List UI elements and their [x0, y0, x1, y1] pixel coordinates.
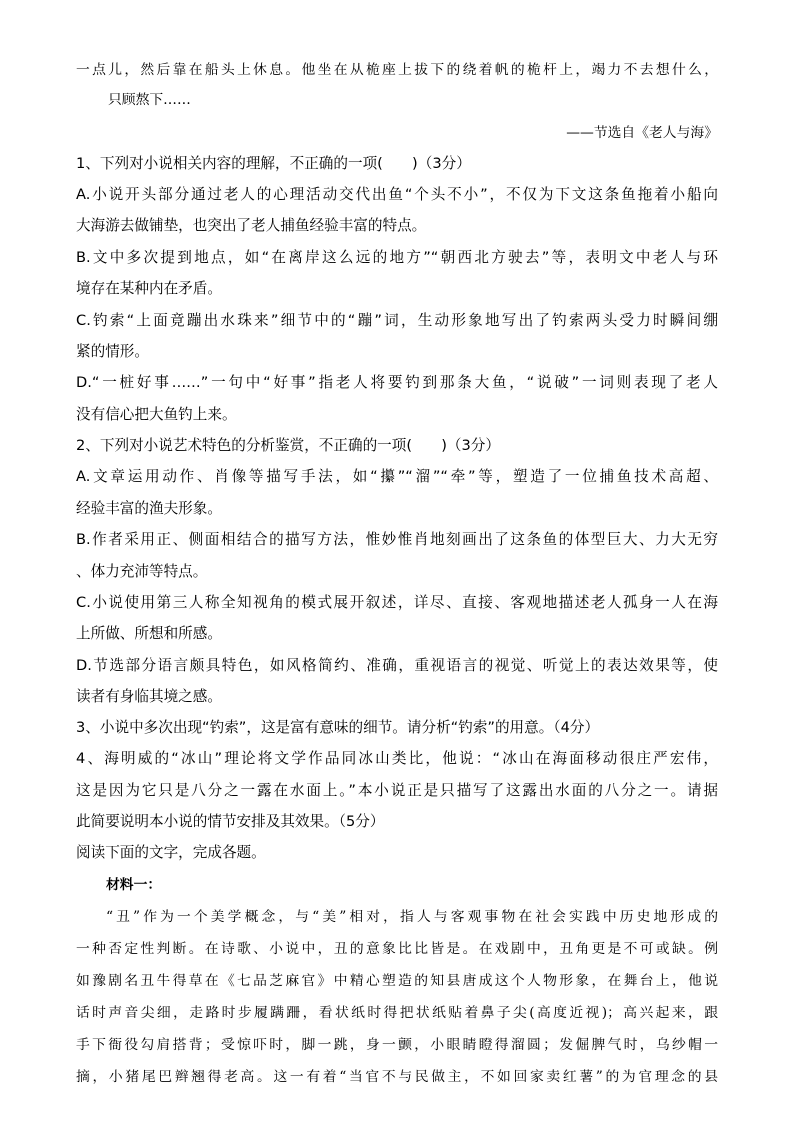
question-3: 3、小说中多次出现“钓索”，这是富有意味的细节。请分析“钓索”的用意。（4分） [76, 719, 600, 736]
material-line: 如豫剧名丑牛得草在《七品芝麻官》中精心塑造的知县唐成这个人物形象，在舞台上，他说 [76, 973, 718, 989]
excerpt-line: 一点儿，然后靠在船头上休息。他坐在从桅座上拔下的绕着帆的桅杆上，竭力不去想什么， [76, 62, 718, 78]
material-line: 话时声音尖细，走路时步履蹒跚，看状纸时得把状纸贴着鼻子尖(高度近视)；高兴起来，跟 [76, 1005, 718, 1021]
question-2-option-c-cont: 上所做、所想和所感。 [76, 625, 222, 642]
material-line: 手下衙役勾肩搭背；受惊吓时，脚一跳，身一颤，小眼睛瞪得溜圆；发倔脾气时，乌纱帽一 [76, 1037, 718, 1053]
excerpt-source: ——节选自《老人与海》 [566, 125, 718, 141]
question-2-option-a-cont: 经验丰富的渔夫形象。 [76, 500, 222, 517]
question-4-line: 这是因为它只是八分之一露在水面上。”本小说正是只描写了这露出水面的八分之一。请据 [76, 782, 718, 799]
material-line: 摘，小猪尾巴辫翘得老高。这一有着“当官不与民做主，不如回家卖红薯”的为官理念的县 [76, 1069, 718, 1085]
question-1-option-b: B.文中多次提到地点，如“在离岸这么远的地方”“朝西北方驶去”等，表明文中老人与环 [76, 249, 718, 266]
reading-instruction: 阅读下面的文字，完成各题。 [76, 844, 266, 861]
excerpt-line: 只顾熬下…… [108, 92, 191, 108]
question-2-option-b: B.作者采用正、侧面相结合的描写方法，惟妙惟肖地刻画出了这条鱼的体型巨大、力大无穷 [76, 531, 718, 548]
question-4-line: 此简要说明本小说的情节安排及其效果。（5分） [76, 813, 385, 830]
question-2-option-d: D.节选部分语言颇具特色，如风格简约、准确，重视语言的视觉、听觉上的表达效果等，使 [76, 657, 718, 674]
question-1-option-d: D.“一桩好事……”一句中“好事”指老人将要钓到那条大鱼，“说破”一词则表现了老人 [76, 374, 718, 391]
question-2-option-c: C.小说使用第三人称全知视角的模式展开叙述，详尽、直接、客观地描述老人孤身一人在海 [76, 594, 718, 611]
question-1-option-a: A.小说开头部分通过老人的心理活动交代出鱼“个头不小”，不仅为下文这条鱼拖着小船向 [76, 186, 718, 203]
question-1-stem: 1、下列对小说相关内容的理解，不正确的一项( )（3分） [76, 155, 471, 172]
question-2-option-b-cont: 、体力充沛等特点。 [76, 563, 208, 580]
question-1-option-c: C.钓索“上面竟蹦出水珠来”细节中的“蹦”词，生动形象地写出了钓索两头受力时瞬间绷 [76, 312, 718, 329]
question-1-option-a-cont: 大海游去做铺垫，也突出了老人捕鱼经验丰富的特点。 [76, 217, 427, 234]
question-4-line: 4、海明威的“冰山”理论将文学作品同冰山类比，他说：“冰山在海面移动很庄严宏伟， [76, 750, 718, 767]
material-heading: 材料一： [106, 877, 162, 893]
question-2-option-a: A.文章运用动作、肖像等描写手法，如“攥”“溜”“牵”等，塑造了一位捕鱼技术高超、 [76, 468, 718, 485]
question-2-stem: 2、下列对小说艺术特色的分析鉴赏，不正确的一项( )（3分） [76, 437, 500, 454]
material-line: 一种否定性判断。在诗歌、小说中，丑的意象比比皆是。在戏剧中，丑角更是不可或缺。例 [76, 941, 718, 957]
material-line: “丑”作为一个美学概念，与“美”相对，指人与客观事物在社会实践中历史地形成的 [106, 909, 718, 925]
question-2-option-d-cont: 读者有身临其境之感。 [76, 688, 222, 705]
question-1-option-b-cont: 境存在某种内在矛盾。 [76, 280, 222, 297]
question-1-option-d-cont: 没有信心把大鱼钓上来。 [76, 406, 237, 423]
question-1-option-c-cont: 紧的情形。 [76, 343, 149, 360]
